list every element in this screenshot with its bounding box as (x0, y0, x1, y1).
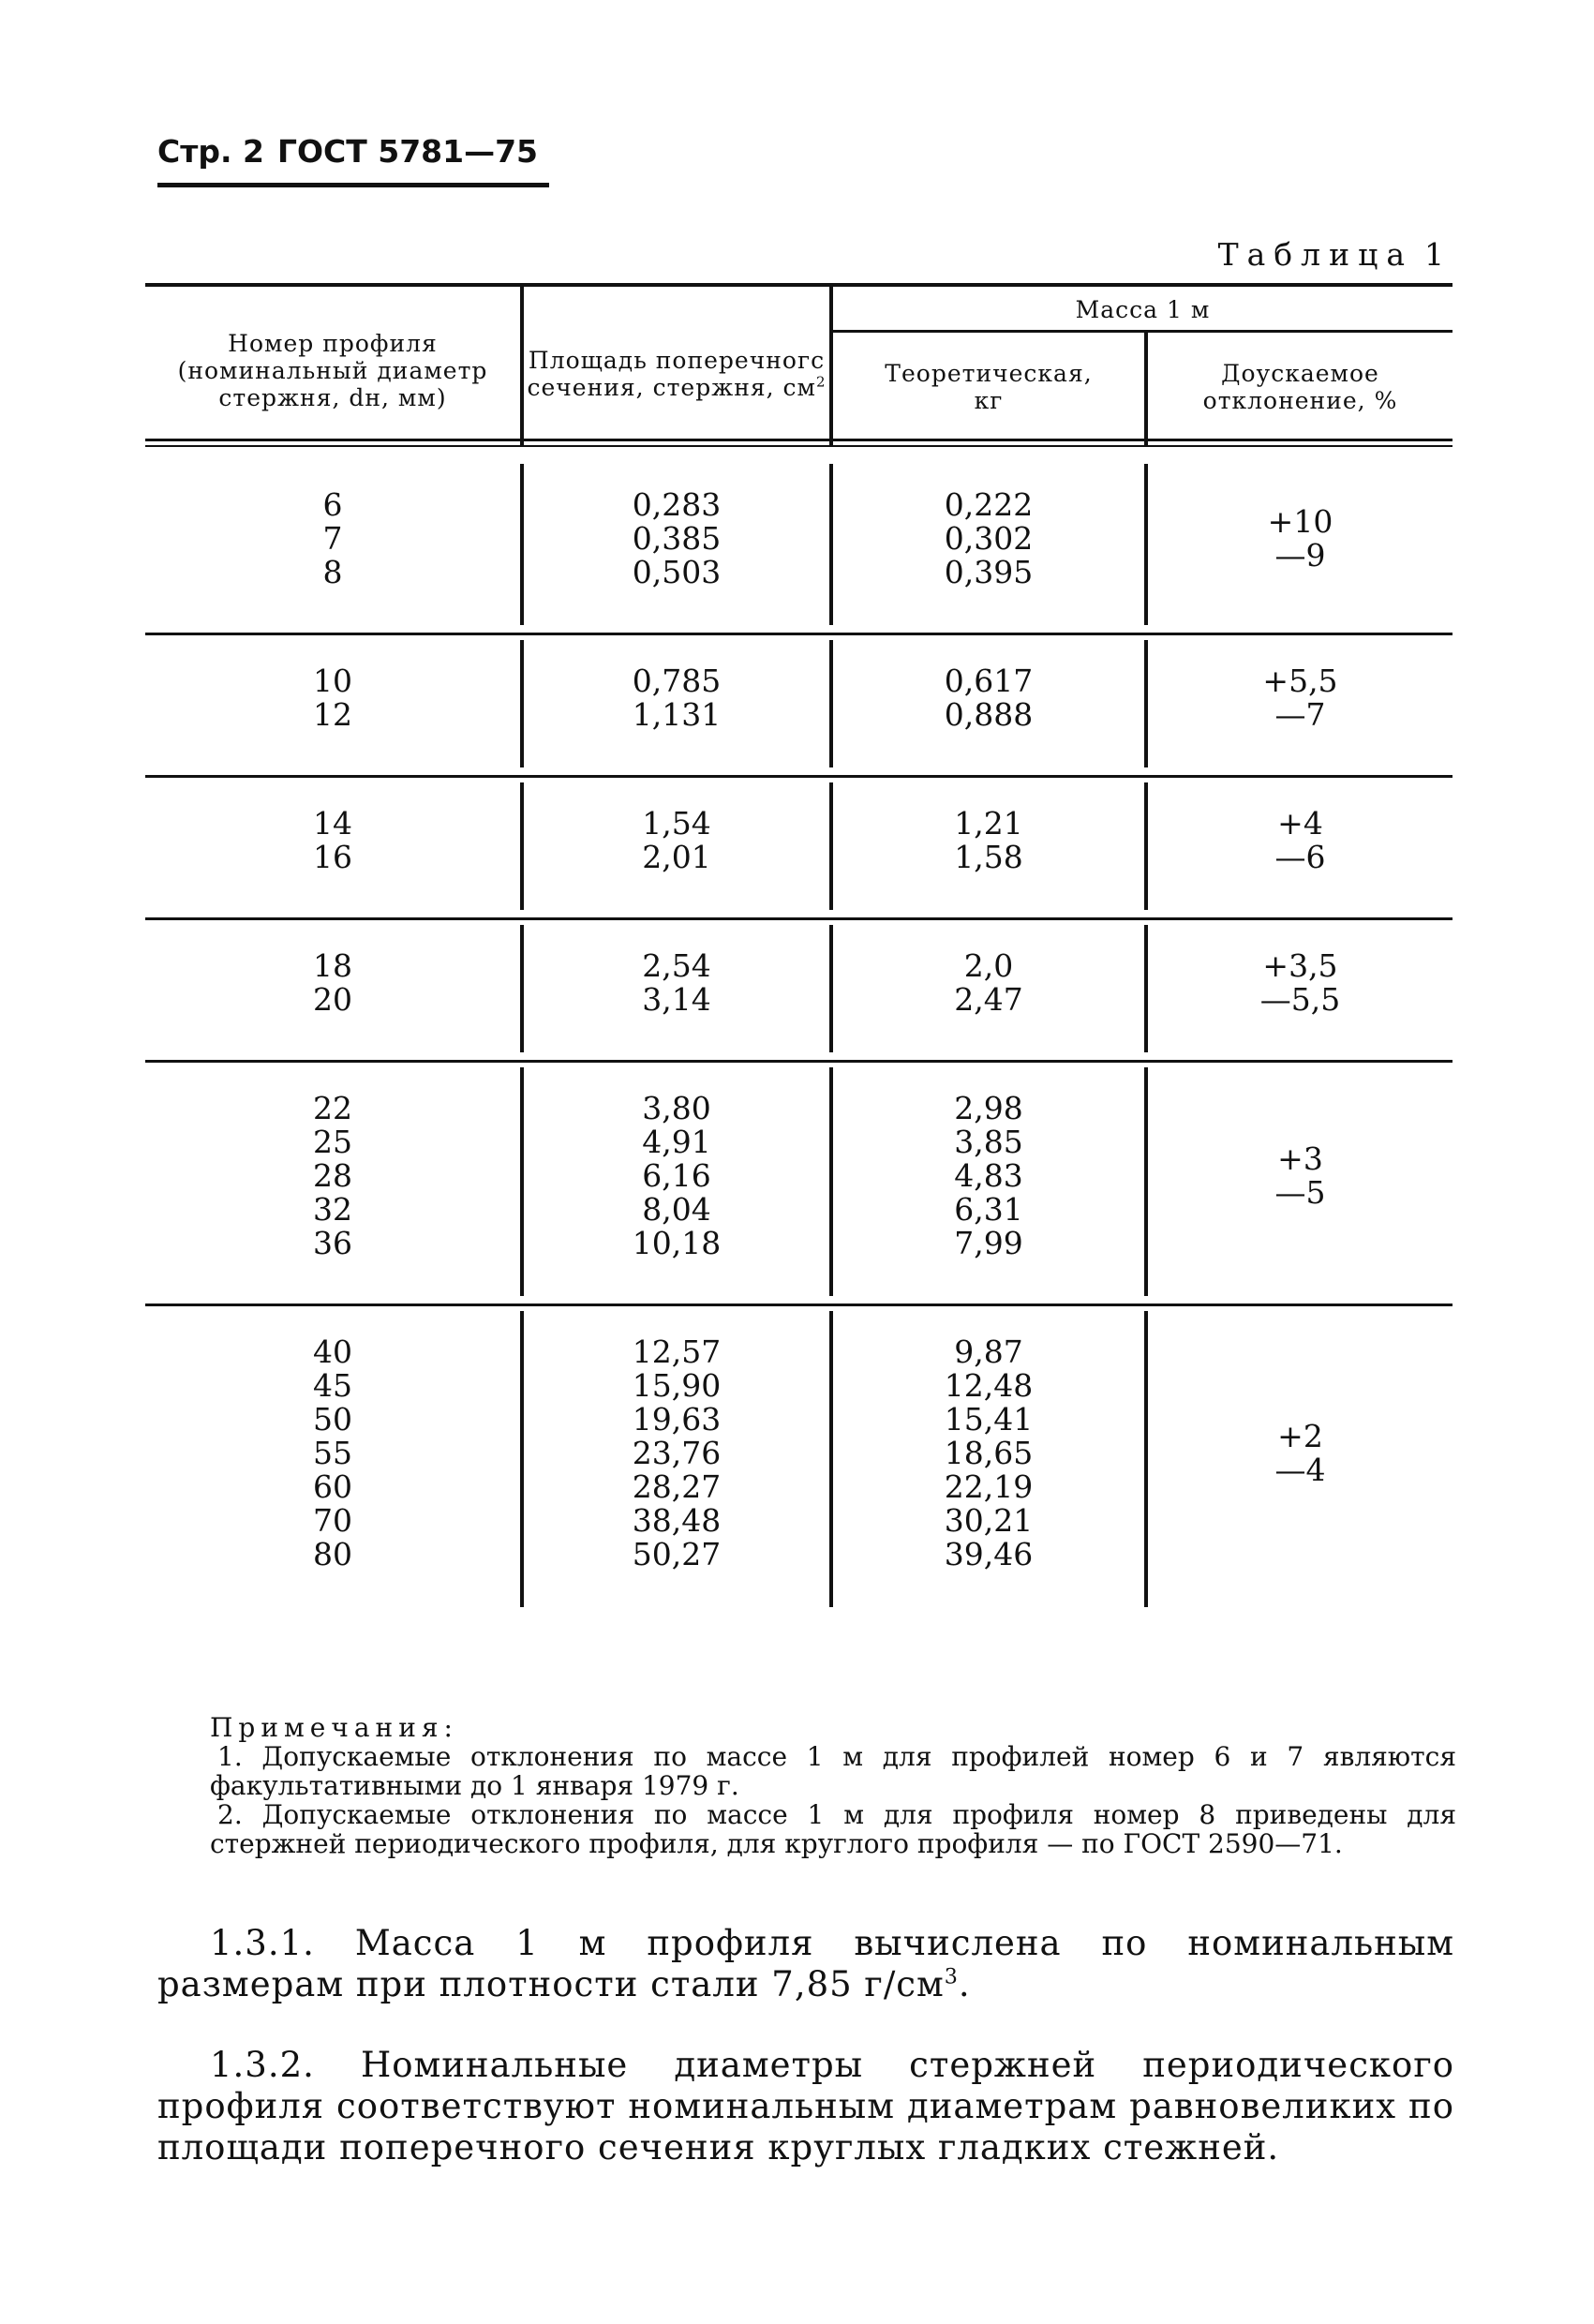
cell-masse: 1,58 (954, 839, 1023, 875)
group-2-masses (833, 664, 1144, 732)
cell-masse: 30,21 (944, 1502, 1034, 1539)
cell-area: 8,04 (642, 1191, 711, 1228)
profile-table (145, 283, 1452, 1661)
group-4-areas (522, 949, 831, 1017)
group-4-profiles (145, 949, 520, 1017)
cell-profile: 6 (322, 486, 343, 523)
cell-area: 15,90 (632, 1367, 722, 1404)
tolerance-minus: —4 (1274, 1452, 1326, 1488)
cell-profile: 60 (313, 1468, 352, 1505)
cell-area: 0,385 (632, 520, 722, 557)
cell-masse: 2,98 (954, 1090, 1023, 1126)
cell-profile: 70 (313, 1502, 352, 1539)
cell-masse: 22,19 (944, 1468, 1034, 1505)
cell-profile: 28 (313, 1157, 352, 1194)
header-vline-3 (1144, 332, 1148, 446)
group-5-areas (522, 1092, 831, 1260)
tolerance-minus: —5 (1274, 1174, 1326, 1211)
cell-profile: 36 (313, 1225, 352, 1261)
cell-area: 3,14 (642, 981, 711, 1018)
tolerance-plus: +3,5 (1262, 947, 1338, 984)
mass-group-rule (829, 330, 1452, 333)
cell-area: 4,91 (642, 1124, 711, 1160)
cell-area: 0,283 (632, 486, 722, 523)
paragraph-1-3-2: 1.3.2. Номинальные диаметры стержней периодического профиля соответствуют номинальным диаметрам равновеликих по площади поперечного сечения круглых гладких стежней. (157, 2045, 1454, 2168)
cell-area: 19,63 (632, 1401, 722, 1438)
cell-masse: 1,21 (954, 805, 1023, 842)
cell-profile: 32 (313, 1191, 352, 1228)
header-theoretical: Теоретическая, кг (885, 360, 1093, 414)
header-vline-2 (829, 287, 833, 446)
group-5-profiles (145, 1092, 520, 1260)
note-2: 2. Допускаемые отклонения по массе 1 м для профиля номер 8 приведены для стержней периодического профиля, для круглого профиля — по ГОСТ 2590—71. (210, 1799, 1456, 1859)
group-6-tolerance (1148, 1420, 1452, 1487)
tolerance-plus: +4 (1277, 805, 1323, 842)
table-label-word: Таблица (1217, 236, 1413, 273)
header-mass-group: Масса 1 м (1075, 296, 1211, 323)
group-5-tolerance (1148, 1142, 1452, 1210)
cell-area: 2,54 (642, 947, 711, 984)
cell-profile: 50 (313, 1401, 352, 1438)
table-top-rule (145, 283, 1452, 287)
group-1-masses (833, 488, 1144, 589)
group-2-areas (522, 664, 831, 732)
group-4-masses (833, 949, 1144, 1017)
cell-masse: 0,395 (944, 554, 1034, 590)
group-2-tolerance (1148, 664, 1452, 732)
cell-area: 12,57 (632, 1333, 722, 1370)
cell-masse: 18,65 (944, 1435, 1034, 1471)
cell-profile: 20 (313, 981, 352, 1018)
cell-masse: 9,87 (954, 1333, 1023, 1370)
page-number: Стр. 2 (157, 133, 264, 170)
cell-profile: 14 (313, 805, 352, 842)
cell-profile: 22 (313, 1090, 352, 1126)
cell-profile: 40 (313, 1333, 352, 1370)
group-separator (145, 1304, 1452, 1306)
cell-masse: 6,31 (954, 1191, 1023, 1228)
tolerance-plus: +5,5 (1262, 663, 1338, 699)
cell-area: 23,76 (632, 1435, 722, 1471)
tolerance-minus: —9 (1274, 537, 1326, 574)
cell-profile: 7 (322, 520, 343, 557)
cell-profile: 18 (313, 947, 352, 984)
group-6-areas (522, 1335, 831, 1572)
group-3-profiles (145, 807, 520, 874)
table-label (1218, 236, 1444, 273)
table-label-number: 1 (1424, 236, 1444, 273)
group-3-areas (522, 807, 831, 874)
group-6-masses (833, 1335, 1144, 1572)
gost-designation: ГОСТ 5781—75 (276, 133, 539, 170)
cell-profile: 8 (322, 554, 343, 590)
cell-profile: 80 (313, 1536, 352, 1572)
header-deviation: Доускаемое отклонение, % (1202, 360, 1398, 414)
cell-masse: 4,83 (954, 1157, 1023, 1194)
group-6-profiles (145, 1335, 520, 1572)
group-3-tolerance (1148, 807, 1452, 874)
cell-area: 1,131 (632, 696, 722, 733)
cell-profile: 16 (313, 839, 352, 875)
group-separator (145, 1060, 1452, 1063)
tolerance-plus: +10 (1267, 503, 1333, 540)
cell-area: 38,48 (632, 1502, 722, 1539)
cell-area: 28,27 (632, 1468, 722, 1505)
table-notes (210, 1713, 1456, 1858)
cell-masse: 0,302 (944, 520, 1034, 557)
cell-area: 1,54 (642, 805, 711, 842)
cell-profile: 10 (313, 663, 352, 699)
group-1-profiles (145, 488, 520, 589)
cell-profile: 45 (313, 1367, 352, 1404)
cell-area: 6,16 (642, 1157, 711, 1194)
header-rule-1 (145, 439, 1452, 441)
group-4-tolerance (1148, 949, 1452, 1017)
tolerance-minus: —7 (1274, 696, 1326, 733)
group-separator (145, 775, 1452, 778)
tolerance-plus: +3 (1277, 1140, 1323, 1177)
notes-title: Примечания: (210, 1712, 458, 1743)
group-2-profiles (145, 664, 520, 732)
cell-masse: 39,46 (944, 1536, 1034, 1572)
page-header (157, 133, 549, 187)
header-profile: Номер профиля (номинальный диаметр стержня, dн, мм) (177, 330, 488, 411)
cell-masse: 15,41 (944, 1401, 1034, 1438)
cell-masse: 0,222 (944, 486, 1034, 523)
cell-masse: 12,48 (944, 1367, 1034, 1404)
group-separator (145, 917, 1452, 920)
cell-area: 2,01 (642, 839, 711, 875)
paragraph-1-3-1: 1.3.1. Масса 1 м профиля вычислена по номинальным размерам при плотности стали 7,85 $г/см^3$. (157, 1923, 1454, 2004)
cell-area: 50,27 (632, 1536, 722, 1572)
cell-masse: 0,617 (944, 663, 1034, 699)
group-3-masses (833, 807, 1144, 874)
cell-profile: 12 (313, 696, 352, 733)
cell-area: 0,503 (632, 554, 722, 590)
cell-area: 10,18 (632, 1225, 722, 1261)
group-1-areas (522, 488, 831, 589)
tolerance-minus: —5,5 (1259, 981, 1341, 1018)
header-rule-2 (145, 445, 1452, 447)
cell-area: 3,80 (642, 1090, 711, 1126)
cell-profile: 55 (313, 1435, 352, 1471)
note-1: 1. Допускаемые отклонения по массе 1 м для профилей номер 6 и 7 являются факультативными до 1 января 1979 г. (210, 1741, 1456, 1801)
group-5-masses (833, 1092, 1144, 1260)
tolerance-plus: +2 (1277, 1418, 1323, 1454)
cell-masse: 0,888 (944, 696, 1034, 733)
cell-masse: 2,0 (963, 947, 1014, 984)
header-area: Площадь поперечногс сечения, стержня, $см^2$ (527, 347, 827, 401)
cell-masse: 2,47 (954, 981, 1023, 1018)
group-separator (145, 633, 1452, 635)
header-vline-1 (520, 287, 524, 446)
cell-profile: 25 (313, 1124, 352, 1160)
group-1-tolerance (1148, 505, 1452, 573)
cell-masse: 7,99 (954, 1225, 1023, 1261)
tolerance-minus: —6 (1274, 839, 1326, 875)
cell-area: 0,785 (632, 663, 722, 699)
cell-masse: 3,85 (954, 1124, 1023, 1160)
